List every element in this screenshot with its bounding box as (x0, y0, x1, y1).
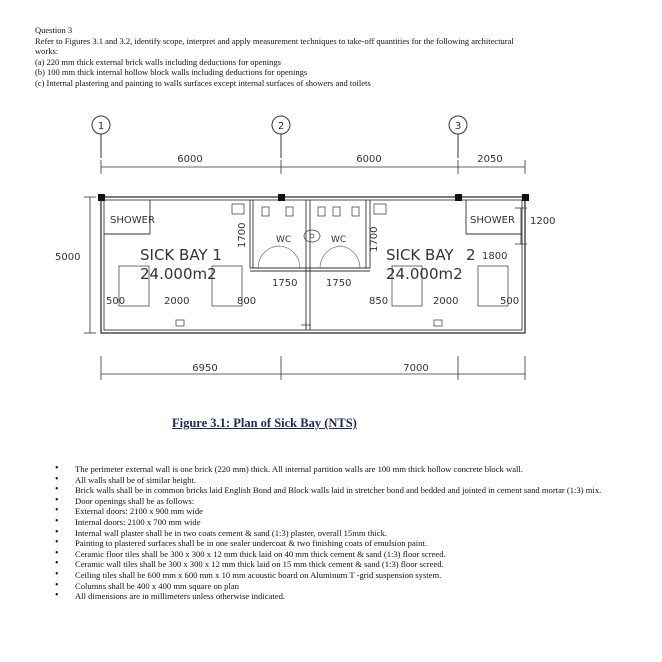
top-dim-3: 2050 (477, 154, 503, 165)
label-area-1: 24.000m2 (140, 265, 217, 283)
dim-500-left: 500 (106, 296, 126, 307)
note-item: • All walls shall be of similar height. (55, 475, 615, 486)
label-sick-bay-1: SICK BAY 1 (140, 246, 222, 264)
note-item: • Brick walls shall be in common bricks laid English Bond and Block walls laid in stretcher bond and bedded and jointed in cement sand mortar (1:3) mix. (55, 485, 615, 496)
note-item: • Ceramic wall tiles shall be 300 x 300 x 12 mm thick laid on 15 mm thick cement & sand (1:3) floor screed. (55, 559, 615, 570)
door-swings (258, 246, 360, 268)
note-item: • External doors: 2100 x 900 mm wide (55, 506, 615, 517)
grid-label-2: 2 (277, 121, 285, 132)
label-sick-bay-2: SICK BAY (386, 246, 454, 264)
top-dim-1: 6000 (177, 154, 203, 165)
label-area-2: 24.000m2 (386, 265, 463, 283)
note-item: • The perimeter external wall is one brick (220 mm) thick. All internal partition walls are 100 mm thick hollow concrete block wall. (55, 464, 615, 475)
left-dim-5000: 5000 (55, 252, 81, 263)
top-dim-2: 6000 (356, 154, 382, 165)
note-item: • Painting to plastered surfaces shall be in one sealer undercoat & two finishing coats of emulsion paint. (55, 538, 615, 549)
note-item: • Ceramic floor tiles shall be 300 x 300 x 12 mm thick laid on 40 mm thick cement & sand (1:3) floor screed. (55, 549, 615, 560)
grid-label-1: 1 (97, 121, 105, 132)
bottom-dimension-line (101, 356, 525, 380)
label-shower-right: SHOWER (470, 215, 515, 226)
dim-1800: 1800 (482, 251, 508, 262)
dim-1750-right: 1750 (326, 278, 352, 289)
grid-label-3: 3 (454, 121, 462, 132)
dim-1750-left: 1750 (272, 278, 298, 289)
question-item-c: (c) Internal plastering and painting to walls surfaces except internal surfaces of showers and toilets (35, 77, 371, 88)
label-shower-left: SHOWER (110, 215, 155, 226)
right-dim-1200: 1200 (530, 216, 556, 227)
question-intro-line2: works: (35, 46, 59, 56)
specification-notes (55, 464, 615, 602)
label-sick-bay-2-number: 2 (466, 246, 476, 264)
dim-1700-left: 1700 (237, 222, 248, 248)
question-item-b: (b) 100 mm thick internal hollow block walls including deductions for openings (35, 67, 308, 77)
note-item: • Internal wall plaster shall be in two coats cement & sand (1:3) plaster, overall 15mm thick. (55, 528, 615, 539)
label-wc-right: WC (331, 235, 347, 245)
note-item: • Internal doors: 2100 x 700 mm wide (55, 517, 615, 528)
bottom-dim-2: 7000 (403, 363, 429, 374)
note-item: • Columns shall be 400 x 400 mm square on plan (55, 581, 615, 592)
dim-850: 850 (369, 296, 389, 307)
bottom-dim-1: 6950 (192, 363, 218, 374)
note-item: • Door openings shall be as follows: (55, 496, 615, 507)
note-item: • Ceiling tiles shall be 600 mm x 600 mm x 10 mm acoustic board on Aluminum T -grid suspension system. (55, 570, 615, 581)
dim-1700-right: 1700 (369, 226, 380, 252)
top-dimension-line (101, 160, 525, 174)
dim-2000-right: 2000 (433, 296, 459, 307)
dim-500-right: 500 (500, 296, 520, 307)
question-intro-line1: Refer to Figures 3.1 and 3.2, identify scope, interpret and apply measurement techniques to take-off quantities for the following architectural (35, 35, 514, 46)
question-title: Question 3 (35, 25, 73, 35)
dim-2000-left: 2000 (164, 296, 190, 307)
dim-800: 800 (237, 296, 257, 307)
figure-caption: Figure 3.1: Plan of Sick Bay (NTS) (172, 416, 357, 430)
note-item: • All dimensions are in millimeters unless otherwise indicated. (55, 591, 615, 602)
question-item-a: (a) 220 mm thick external brick walls including deductions for openings (35, 56, 281, 67)
label-wc-left: WC (276, 235, 292, 245)
